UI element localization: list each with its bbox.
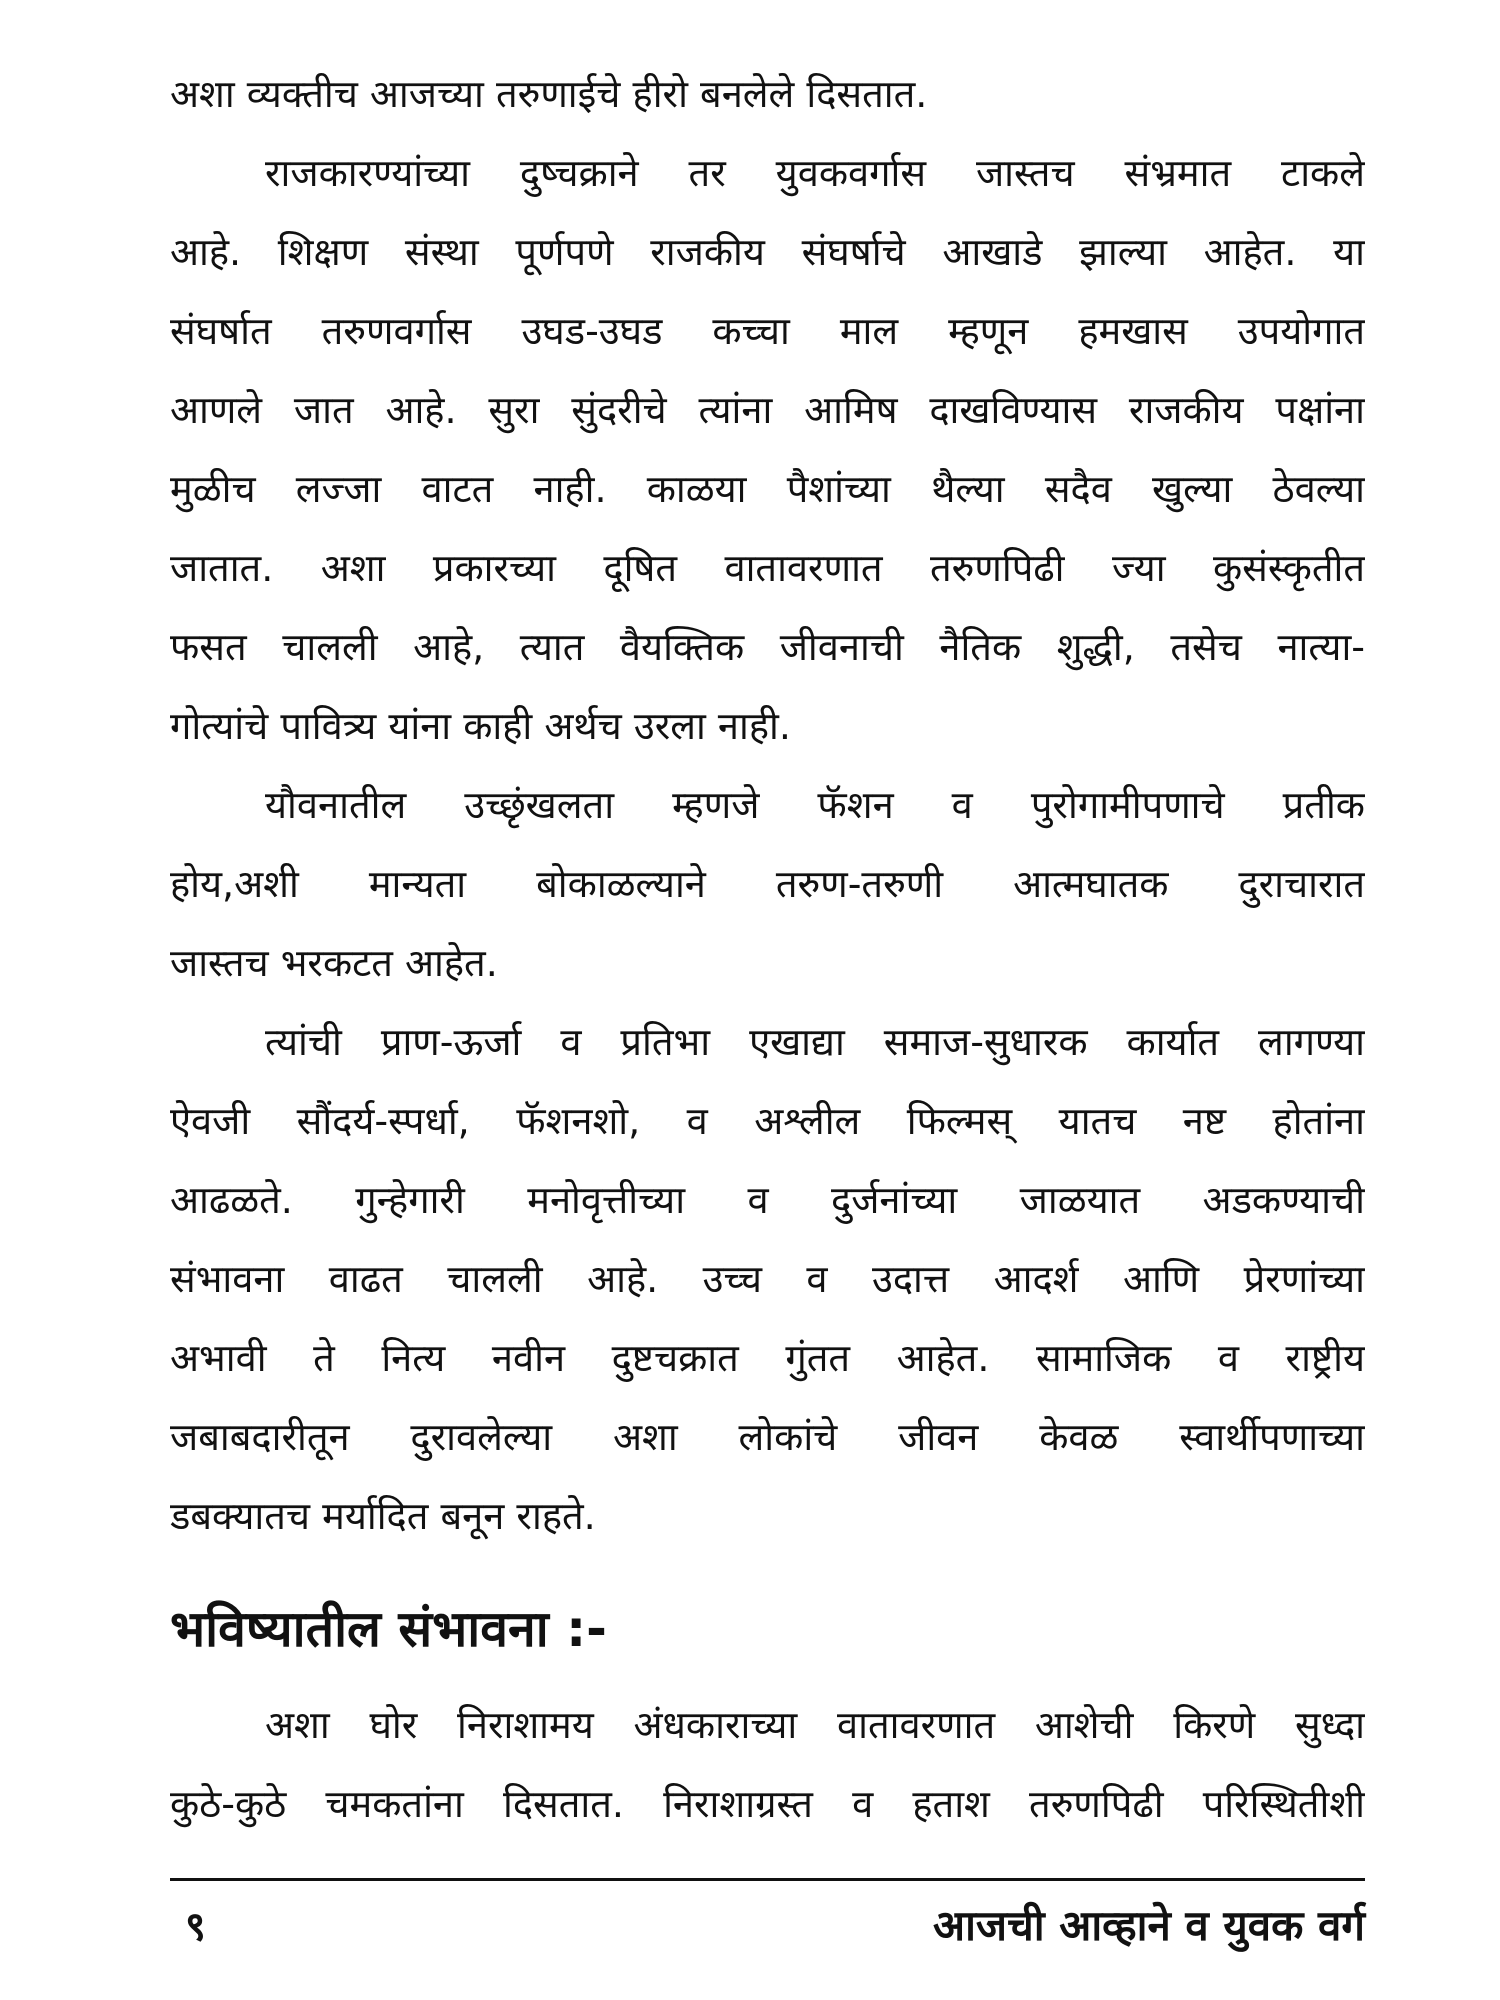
page-content: [170, 55, 1365, 1955]
text-line: राजकारण्यांच्या दुष्चक्राने तर युवकवर्गास जास्तच संभ्रमात टाकले: [265, 151, 1365, 195]
text-line: कुठे-कुठे चमकतांना दिसतात. निराशाग्रस्त व हताश तरुणपिढी परिस्थितीशी: [170, 1782, 1365, 1826]
text-line: जास्तच भरकटत आहेत.: [170, 941, 498, 985]
text-line: त्यांची प्राण-ऊर्जा व प्रतिभा एखाद्या समाज-सुधारक कार्यात लागण्या: [265, 1020, 1365, 1064]
text-line: होय,अशी मान्यता बोकाळल्याने तरुण-तरुणी आत्मघातक दुराचारात: [170, 862, 1365, 906]
section-heading: भविष्यातील संभावना :-: [170, 1600, 607, 1658]
text-line: गोत्यांचे पावित्र्य यांना काही अर्थच उरला नाही.: [170, 704, 791, 748]
text-line: अशा व्यक्तीच आजच्या तरुणाईचे हीरो बनलेले दिसतात.: [170, 72, 928, 116]
text-line: मुळीच लज्जा वाटत नाही. काळया पैशांच्या थैल्या सदैव खुल्या ठेवल्या: [170, 467, 1365, 511]
text-line: डबक्यातच मर्यादित बनून राहते.: [170, 1494, 596, 1538]
text-line: यौवनातील उच्छृंखलता म्हणजे फॅशन व पुरोगामीपणाचे प्रतीक: [265, 783, 1365, 827]
text-line: ऐवजी सौंदर्य-स्पर्धा, फॅशनशो, व अश्लील फिल्मस् यातच नष्ट होतांना: [170, 1099, 1365, 1143]
text-line: संघर्षात तरुणवर्गास उघड-उघड कच्चा माल म्हणून हमखास उपयोगात: [170, 309, 1365, 353]
text-line: जबाबदारीतून दुरावलेल्या अशा लोकांचे जीवन केवळ स्वार्थीपणाच्या: [170, 1415, 1365, 1459]
text-line: आहे. शिक्षण संस्था पूर्णपणे राजकीय संघर्षाचे आखाडे झाल्या आहेत. या: [170, 230, 1365, 274]
text-line: फसत चालली आहे, त्यात वैयक्तिक जीवनाची नैतिक शुद्धी, तसेच नात्या-: [170, 625, 1365, 669]
text-line: अशा घोर निराशामय अंधकाराच्या वातावरणात आशेची किरणे सुध्दा: [265, 1703, 1365, 1747]
page-number: ९: [185, 1903, 206, 1950]
text-line: आढळते. गुन्हेगारी मनोवृत्तीच्या व दुर्जनांच्या जाळयात अडकण्याची: [170, 1178, 1365, 1222]
text-line: जातात. अशा प्रकारच्या दूषित वातावरणात तरुणपिढी ज्या कुसंस्कृतीत: [170, 546, 1365, 590]
text-line: अभावी ते नित्य नवीन दुष्टचक्रात गुंतत आहेत. सामाजिक व राष्ट्रीय: [170, 1336, 1365, 1380]
page-footer: [170, 1878, 1365, 1959]
text-line: आणले जात आहे. सुरा सुंदरीचे त्यांना आमिष दाखविण्यास राजकीय पक्षांना: [170, 388, 1365, 432]
text-line: संभावना वाढत चालली आहे. उच्च व उदात्त आदर्श आणि प्रेरणांच्या: [170, 1257, 1365, 1301]
book-title: आजची आव्हाने व युवक वर्ग: [933, 1900, 1365, 1950]
